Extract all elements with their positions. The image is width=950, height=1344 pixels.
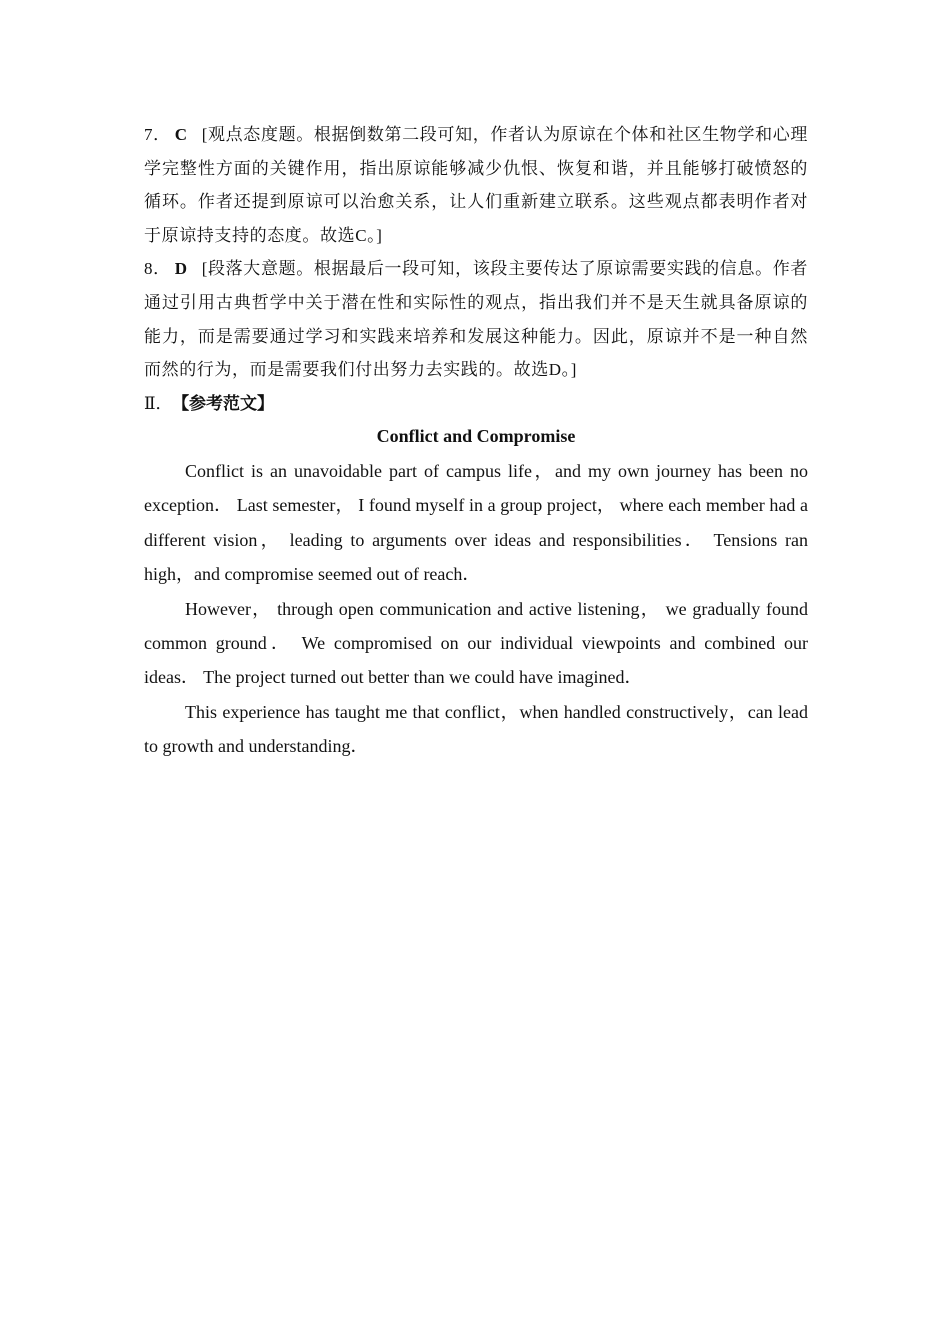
section-label: 【参考范文】 <box>180 393 275 413</box>
answer-number: 8． <box>144 259 171 279</box>
answer-8 <box>144 252 808 386</box>
essay-paragraph: However， through open communication and active listening， we gradually found common ground． We compromised on our individual viewpoints and combined our ideas． The project turned out better than we could have imagined． <box>144 598 808 688</box>
section-heading <box>144 387 808 421</box>
essay-paragraph: This experience has taught me that conflict，when handled constructively，can lead to growth and understanding． <box>144 701 808 757</box>
section-numeral: Ⅱ． <box>144 393 173 413</box>
answer-explanation: [观点态度题。根据倒数第二段可知，作者认为原谅在个体和社区生物学和心理学完整性方面的关键作用，指出原谅能够减少仇恨、恢复和谐，并且能够打破愤怒的循环。作者还提到原谅可以治愈关系，让人们重新建立联系。这些观点都表明作者对于原谅持支持的态度。故选C。] <box>144 125 808 245</box>
essay-title: Conflict and Compromise <box>376 426 576 447</box>
answer-letter: D <box>174 259 188 279</box>
essay-paragraph: Conflict is an unavoidable part of campus life，and my own journey has been no exception． Last semester， I found myself in a group project， where each member had a different vision， leading to arguments over ideas and responsibilities． Tensions ran high，and compromise seemed out of reach． <box>144 460 808 585</box>
answer-letter: C <box>174 125 188 144</box>
answer-explanation: [段落大意题。根据最后一段可知，该段主要传达了原谅需要实践的信息。作者通过引用古典哲学中关于潜在性和实际性的观点，指出我们并不是天生就具备原谅的能力，而是需要通过学习和实践来培养和发展这种能力。因此，原谅并不是一种自然而然的行为，而是需要我们付出努力去实践的。故选D。] <box>144 259 808 380</box>
document-page <box>144 118 808 764</box>
answer-number: 7． <box>144 125 171 144</box>
answer-7 <box>144 118 808 252</box>
